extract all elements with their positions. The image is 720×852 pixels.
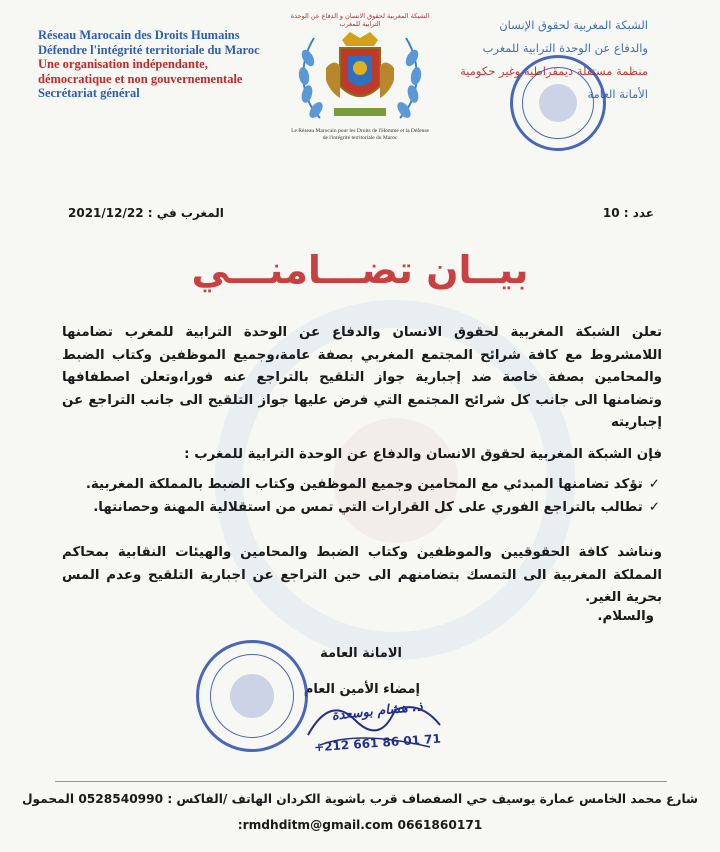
footer-address: شارع محمد الخامس عمارة يوسيف حي الصفصاف قرب باشوية الكردان الهاتف /الفاكس : 0528540990 المحمول [21, 792, 699, 806]
checkmark-icon: ✓ [648, 500, 660, 515]
checklist-item-2-text: تطالب بالتراجع الفوري على كل القرارات التي تمس من استقلالية المهنة وحصانتها. [93, 500, 643, 515]
organization-logo [290, 8, 430, 150]
document-number: عدد : 10 [602, 206, 654, 220]
checklist-item-2 [93, 500, 660, 515]
signature-line-label: إمضاء الأمين العام [303, 682, 420, 697]
checklist-item-1-text: تؤكد تضامنها المبدئي مع المحامين وجميع الموظفين وكتاب الضبط بالمملكة المغربية. [85, 477, 643, 492]
secretariat-ar: الأمانة العامة [587, 87, 648, 101]
org-description-fr: Une organisation indépendante, démocratique et non gouvernementale [38, 57, 243, 86]
logo-caption-french: Le Réseau Marocain pour les Droits de l'Homme et la Défense de l'intégrité territoriale du Maroc [291, 128, 429, 141]
statement-title: بيــان تضـــامنـــي [191, 248, 529, 292]
secretariat-label: الامانة العامة [320, 646, 402, 661]
org-name-ar: الشبكة المغربية لحقوق الإنسان [499, 18, 648, 32]
footer-divider [55, 781, 667, 782]
closing-salutation: والسلام. [597, 609, 654, 624]
checkmark-icon: ✓ [648, 477, 660, 492]
org-description-ar: منظمة مستقلة ديمقراطية وغير حكومية [460, 64, 648, 78]
org-name-fr: Réseau Marocain des Droits Humains [38, 28, 240, 42]
coat-of-arms-icon [290, 18, 430, 138]
official-stamp-header [510, 55, 606, 151]
document-date: المغرب في : 2021/12/22 [68, 206, 224, 220]
body-paragraph-1: تعلن الشبكة المغربية لحقوق الانسان والدفاع عن الوحدة الترابية للمغرب تضامنها اللامشروط مع كافة شرائح المجتمع المغربي بصفة عامة،وجميع الموظفين وكتاب الضبط والمحامين بصفة خاصة ضد إجبارية جواز التلقيح بالتراجع عنه فورا،وتعلن اصطفافها وتضامنها الى جانب كل شرائح المجتمع التي فرض عليها جواز التلقيح الى جانب التراجع عن إجباريته [62, 325, 662, 431]
signatory-phone: +212 661 86 01 71 [313, 731, 442, 755]
signatory-name: ذ. هشام بوسعدة [331, 699, 424, 724]
org-mission-ar: والدفاع عن الوحدة الترابية للمغرب [482, 41, 648, 55]
footer-contact: rmdhditm@gmail.com 0661860171: [237, 818, 483, 832]
secretariat-fr: Secrétariat général [38, 86, 140, 100]
checklist-item-1 [86, 477, 660, 492]
official-stamp-signature [196, 640, 308, 752]
body-paragraph-2: فإن الشبكة المغربية لحقوق الانسان والدفاع عن الوحدة الترابية للمغرب : [184, 447, 662, 462]
body-paragraph-3: ونناشد كافة الحقوقيين والموظفين وكتاب الضبط والمحامين والهيئات النقابية بمحاكم المملكة المغربية الى التمسك بتضامنهم الى حين التراجع عن اجبارية التلقيح وعدم المس بحرية الغير. [62, 545, 662, 606]
logo-caption-arabic: الشبكة المغربية لحقوق الانسان و الدفاع عن الوحدة الترابية للمغرب [290, 12, 430, 28]
org-mission-fr: Défendre l'intégrité territoriale du Maroc [38, 42, 260, 57]
french-header [38, 28, 278, 101]
